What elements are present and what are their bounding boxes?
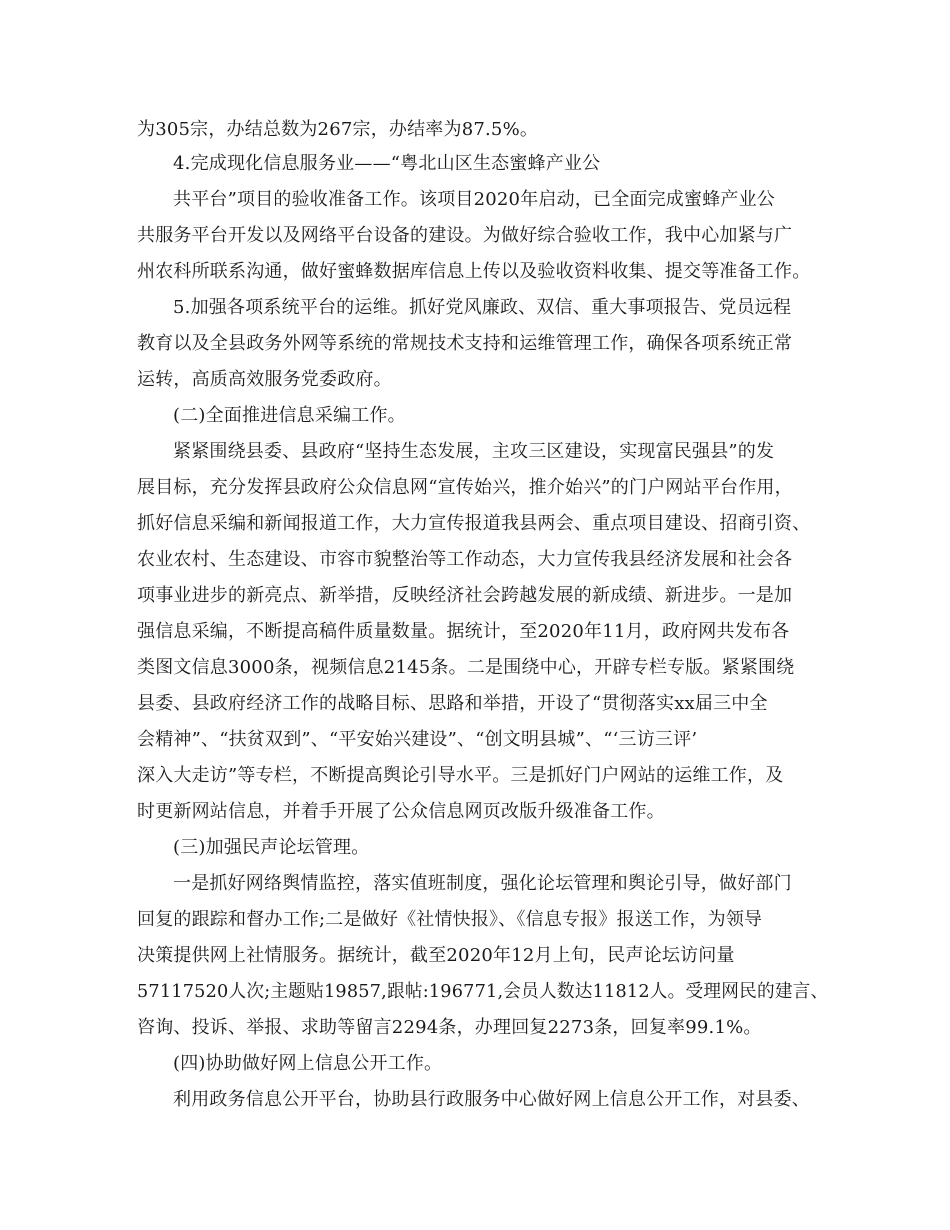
text-line: 利用政务信息公开平台，协助县行政服务中心做好网上信息公开工作，对县委、 [173, 1089, 810, 1110]
text-line: 强信息采编，不断提高稿件质量数量。据统计，至2020年11月，政府网共发布各 [137, 621, 790, 642]
section-heading: (二)全面推进信息采编工作。 [173, 405, 406, 426]
text-line: 抓好信息采编和新闻报道工作，大力宣传报道我县两会、重点项目建设、招商引资、 [137, 513, 811, 534]
text-line: 一是抓好网络舆情监控，落实值班制度，强化论坛管理和舆论引导，做好部门 [173, 873, 792, 894]
text-line: 回复的跟踪和督办工作;二是做好《社情快报》、《信息专报》报送工作，为领导 [137, 909, 763, 930]
text-line: 共服务平台开发以及网络平台设备的建设。为做好综合验收工作，我中心加紧与广 [137, 225, 793, 246]
text-line: 咨询、投诉、举报、求助等留言2294条，办理回复2273条，回复率99.1%。 [137, 1017, 762, 1038]
text-line: 会精神”、“扶贫双到”、“平安始兴建设”、“创文明县城”、“‘三访三评’ [137, 729, 698, 750]
text-line: 州农科所联系沟通，做好蜜蜂数据库信息上传以及验收资料收集、提交等准备工作。 [137, 261, 811, 282]
text-line: 4.完成现化信息服务业——“粤北山区生态蜜蜂产业公 [173, 153, 601, 174]
text-line: 时更新网站信息，并着手开展了公众信息网页改版升级准备工作。 [137, 801, 665, 822]
text-line: 决策提供网上社情服务。据统计，截至2020年12月上旬，民声论坛访问量 [137, 945, 735, 966]
text-line: 57117520人次;主题贴19857,跟帖:196771,会员人数达11812人。受理网民的建言、 [137, 981, 829, 1002]
text-line: 县委、县政府经济工作的战略目标、思路和举措，开设了“贯彻落实xx届三中全 [137, 693, 768, 714]
section-heading: (四)协助做好网上信息公开工作。 [173, 1053, 443, 1074]
text-line: 农业农村、生态建设、市容市貌整治等工作动态，大力宣传我县经济发展和社会各 [137, 549, 793, 570]
text-line: 教育以及全县政务外网等系统的常规技术支持和运维管理工作，确保各项系统正常 [137, 333, 793, 354]
text-line: 项事业进步的新亮点、新举措，反映经济社会跨越发展的新成绩、新进步。一是加 [137, 585, 793, 606]
text-line: 为305宗，办结总数为267宗，办结率为87.5%。 [137, 119, 539, 140]
text-line: 共平台”项目的验收准备工作。该项目2020年启动，已全面完成蜜蜂产业公 [173, 189, 776, 210]
text-line: 紧紧围绕县委、县政府“坚持生态发展，主攻三区建设，实现富民强县”的发 [173, 441, 775, 462]
text-line: 运转，高质高效服务党委政府。 [137, 369, 392, 390]
text-line: 展目标，充分发挥县政府公众信息网“宣传始兴，推介始兴”的门户网站平台作用， [137, 477, 793, 498]
text-line: 5.加强各项系统平台的运维。抓好党风廉政、双信、重大事项报告、党员远程 [173, 297, 792, 318]
section-heading: (三)加强民声论坛管理。 [173, 837, 370, 858]
text-line: 深入大走访”等专栏，不断提高舆论引导水平。三是抓好门户网站的运维工作，及 [137, 765, 784, 786]
text-line: 类图文信息3000条，视频信息2145条。二是围绕中心，开辟专栏专版。紧紧围绕 [137, 657, 795, 678]
